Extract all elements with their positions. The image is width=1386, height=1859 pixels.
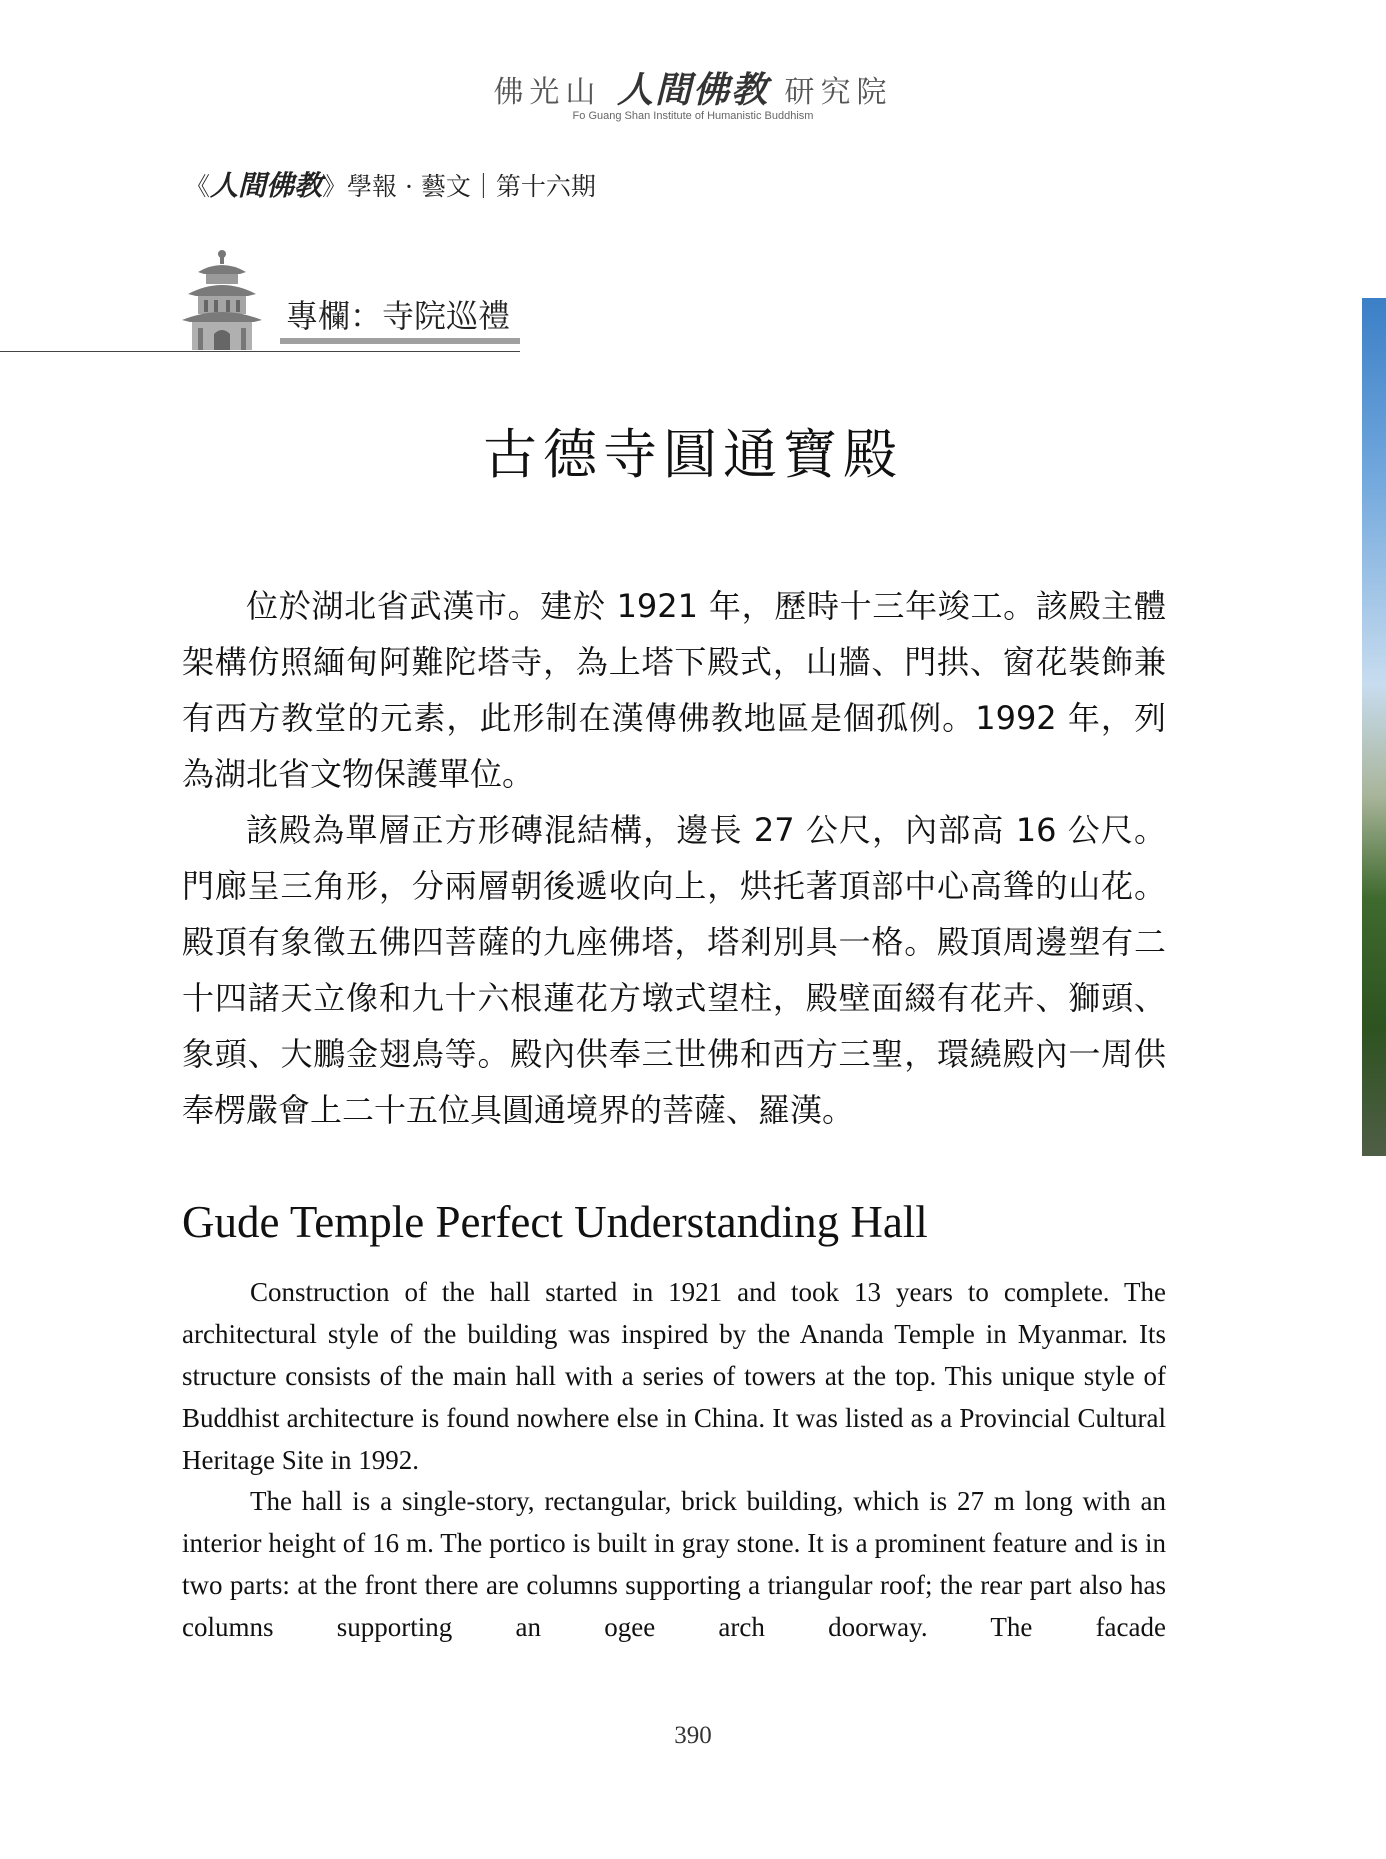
journal-open-bracket: 《 [185, 172, 211, 201]
institute-brand: 人間佛教 [616, 69, 769, 111]
institute-prefix: 佛光山 [493, 75, 602, 110]
journal-issue: 學報 · 藝文｜第十六期 [347, 172, 596, 201]
paragraph-english-2: The hall is a single-story, rectangular, brick building, which is 27 m long with an interior height of 16 m. The portico is built in gray stone. It is a prominent feature and is in two parts: at the front there are columns supporting a triangular roof; the rear part also has columns supporting an ogee arch doorway. The facade [182, 1486, 1166, 1642]
paragraph-chinese-2: 該殿為單層正方形磚混結構，邊長 27 公尺，內部高 16 公尺。門廊呈三角形，分兩層朝後遞收向上，烘托著頂部中心高聳的山花。殿頂有象徵五佛四菩薩的九座佛塔，塔剎別具一格。殿頂周邊塑有二十四諸天立像和九十六根蓮花方墩式望柱，殿壁面綴有花卉、獅頭、象頭、大鵬金翅鳥等。殿內供奉三世佛和西方三聖，環繞殿內一周供奉楞嚴會上二十五位具圓通境界的菩薩、羅漢。 [182, 811, 1166, 1129]
paragraph-chinese-1: 位於湖北省武漢市。建於 1921 年，歷時十三年竣工。該殿主體架構仿照緬甸阿難陀塔寺，為上塔下殿式，山牆、門拱、窗花裝飾兼有西方教堂的元素，此形制在漢傳佛教地區是個孤例。1992 年，列為湖北省文物保護單位。 [182, 587, 1166, 793]
page-number: 390 [674, 1722, 712, 1749]
article-title-chinese: 古德寺圓通寶殿 [483, 423, 903, 486]
institute-suffix: 研究院 [784, 75, 893, 110]
journal-line [185, 164, 596, 204]
column-label: 專欄：寺院巡禮 [280, 292, 520, 344]
article-title-english: Gude Temple Perfect Understanding Hall [182, 1197, 928, 1247]
journal-close-bracket: 》 [322, 172, 348, 201]
institute-english-name: Fo Guang Shan Institute of Humanistic Buddhism [572, 110, 814, 122]
journal-name: 人間佛教 [210, 169, 323, 202]
paragraph-english-1: Construction of the hall started in 1921 and took 13 years to complete. The architectural style of the building was inspired by the Ananda Temple in Myanmar. Its structure consists of the main hall with a series of towers at the top. This unique style of Buddhist architecture is found nowhere else in China. It was listed as a Provincial Cultural Heritage Site in 1992. [182, 1277, 1166, 1475]
pagoda-icon [180, 248, 265, 353]
header-rule [0, 351, 520, 352]
institute-title [0, 62, 1386, 113]
